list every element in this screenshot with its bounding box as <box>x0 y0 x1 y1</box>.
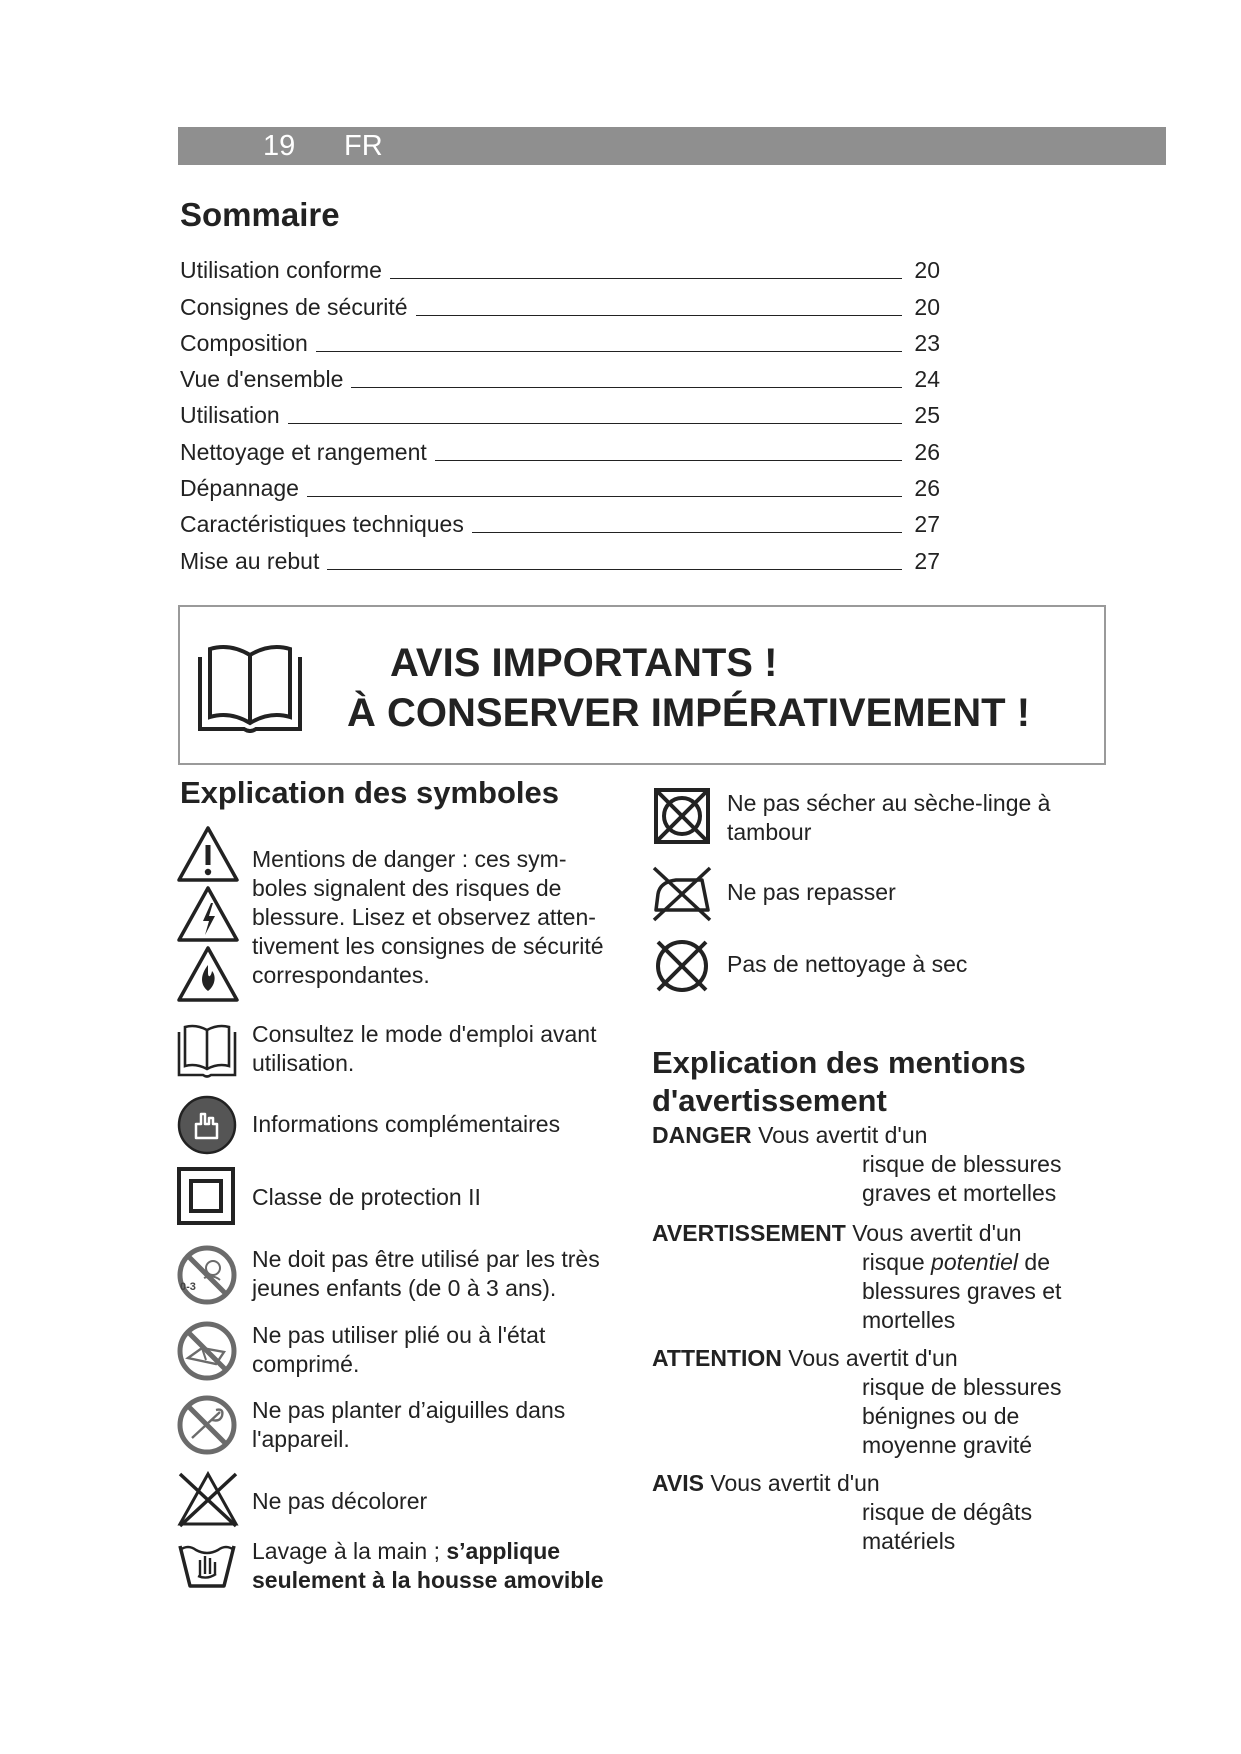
attention-label: ATTENTION <box>652 1345 782 1371</box>
no-children-icon <box>176 1244 238 1306</box>
toc-item[interactable] <box>180 321 940 357</box>
attention-line-2: risque de blessures <box>862 1374 1062 1400</box>
children-symbol-text: Ne doit pas être utilisé par les très jeunes enfants (de 0 à 3 ans). <box>252 1246 600 1301</box>
toc-item-page: 26 <box>914 475 940 502</box>
toc-list <box>180 248 940 575</box>
danger-lead: Vous avertit d'un <box>758 1122 928 1148</box>
handwash-text-regular: Lavage à la main ; <box>252 1538 447 1564</box>
no-folding-icon <box>176 1320 238 1382</box>
page-number: 19 <box>263 130 296 162</box>
toc-item[interactable] <box>180 538 940 574</box>
notice-line-1: AVIS IMPORTANTS ! <box>390 641 778 685</box>
toc-leader <box>327 569 902 570</box>
toc-item-page: 23 <box>914 329 940 356</box>
attention-line-3: bénignes ou de <box>862 1403 1020 1429</box>
warnings-title-line1: Explication des mentions <box>652 1045 1026 1080</box>
toc-item-label: Caractéristiques techniques <box>180 511 464 538</box>
danger-line-2: risque de blessures <box>862 1151 1062 1177</box>
avert-de: de <box>1018 1249 1050 1275</box>
avertissement-line-4: mortelles <box>862 1307 956 1333</box>
toc-leader <box>390 278 902 279</box>
toc-item-label: Mise au rebut <box>180 547 320 574</box>
notice-line-2: À CONSERVER IMPÉRATIVEMENT ! <box>347 691 1031 735</box>
language-code: FR <box>344 130 383 162</box>
handwash-symbol-text <box>252 1537 632 1595</box>
open-book-icon <box>194 641 306 733</box>
important-notice-box <box>178 605 1106 765</box>
toc-item-label: Utilisation <box>180 402 280 429</box>
toc-item-label: Consignes de sécurité <box>180 293 408 320</box>
info-symbol-text: Informations complémentaires <box>252 1111 561 1137</box>
toc-item[interactable] <box>180 429 940 465</box>
toc-item[interactable] <box>180 466 940 502</box>
age-badge: 0-3 <box>180 1281 196 1293</box>
no-dry-clean-icon <box>652 936 712 996</box>
toc-item[interactable] <box>180 393 940 429</box>
no-needles-icon <box>176 1394 238 1456</box>
no-iron-icon <box>650 864 714 922</box>
toc-item-label: Vue d'ensemble <box>180 366 344 393</box>
bleach-symbol-text: Ne pas décolorer <box>252 1488 428 1514</box>
toc-item-label: Utilisation conforme <box>180 257 382 284</box>
protection-class-ii-icon <box>176 1166 236 1226</box>
protection-symbol-text: Classe de protection II <box>252 1184 481 1210</box>
toc-item[interactable] <box>180 357 940 393</box>
toc-item[interactable] <box>180 502 940 538</box>
avis-label: AVIS <box>652 1470 704 1496</box>
toc-leader <box>351 387 902 388</box>
no-bleach-icon <box>176 1470 240 1528</box>
avertissement-lead: Vous avertit d'un <box>852 1220 1022 1246</box>
handwash-text-bold: s’applique seulement à la housse amovible <box>252 1538 604 1593</box>
danger-warning-lead <box>652 1121 927 1150</box>
danger-line-3: graves et mortelles <box>862 1180 1057 1206</box>
avis-line-2: risque de dégâts <box>862 1499 1033 1525</box>
toc-item[interactable] <box>180 284 940 320</box>
toc-item-label: Dépannage <box>180 475 299 502</box>
avertissement-warning-lead <box>652 1219 1022 1248</box>
danger-label: DANGER <box>652 1122 752 1148</box>
iron-symbol-text: Ne pas repasser <box>727 879 896 905</box>
no-tumble-dry-icon <box>652 786 712 846</box>
toc-item-page: 24 <box>914 366 940 393</box>
toc-item-page: 20 <box>914 257 940 284</box>
toc-item[interactable] <box>180 248 940 284</box>
manual-symbol-text: Consultez le mode d'emploi avant utilisation. <box>252 1021 597 1076</box>
attention-warning-lead <box>652 1344 958 1373</box>
folded-symbol-text: Ne pas utiliser plié ou à l'état comprimé. <box>252 1322 546 1377</box>
toc-item-page: 20 <box>914 293 940 320</box>
toc-leader <box>288 423 902 424</box>
avert-risk: risque <box>862 1249 932 1275</box>
avis-line-3: matériels <box>862 1528 956 1554</box>
toc-leader <box>416 315 902 316</box>
info-hand-icon <box>176 1094 238 1156</box>
toc-item-page: 26 <box>914 438 940 465</box>
avertissement-line-2 <box>862 1248 1050 1277</box>
symbols-title: Explication des symboles <box>180 775 560 810</box>
tumble-symbol-text: Ne pas sécher au sèche-linge à tambour <box>727 790 1051 845</box>
handwash-icon <box>176 1540 238 1590</box>
danger-symbol-text: Mentions de danger : ces sym-boles signalent des risques de blessure. Lisez et observez atten-tivement les consignes de sécurité correspondantes. <box>252 846 604 988</box>
dryclean-symbol-text: Pas de nettoyage à sec <box>727 951 968 977</box>
avertissement-line-3: blessures graves et <box>862 1278 1062 1304</box>
avertissement-label: AVERTISSEMENT <box>652 1220 846 1246</box>
avis-warning-lead <box>652 1469 880 1498</box>
needles-symbol-text: Ne pas planter d’aiguilles dans l'appareil. <box>252 1397 566 1452</box>
toc-item-page: 27 <box>914 511 940 538</box>
toc-leader <box>316 351 902 352</box>
toc-leader <box>435 460 902 461</box>
attention-lead: Vous avertit d'un <box>788 1345 958 1371</box>
toc-item-label: Nettoyage et rangement <box>180 438 427 465</box>
page-header-bar <box>178 127 1166 165</box>
warnings-title-line2: d'avertissement <box>652 1083 887 1118</box>
avis-lead: Vous avertit d'un <box>710 1470 880 1496</box>
avert-potential: potentiel <box>931 1249 1019 1275</box>
attention-line-4: moyenne gravité <box>862 1432 1033 1458</box>
toc-leader <box>472 532 902 533</box>
manual-book-icon <box>176 1022 238 1078</box>
toc-item-page: 27 <box>914 547 940 574</box>
danger-triangles-icon <box>176 825 240 1005</box>
toc-leader <box>307 496 902 497</box>
toc-title: Sommaire <box>180 196 340 233</box>
toc-item-page: 25 <box>914 402 940 429</box>
toc-item-label: Composition <box>180 329 308 356</box>
